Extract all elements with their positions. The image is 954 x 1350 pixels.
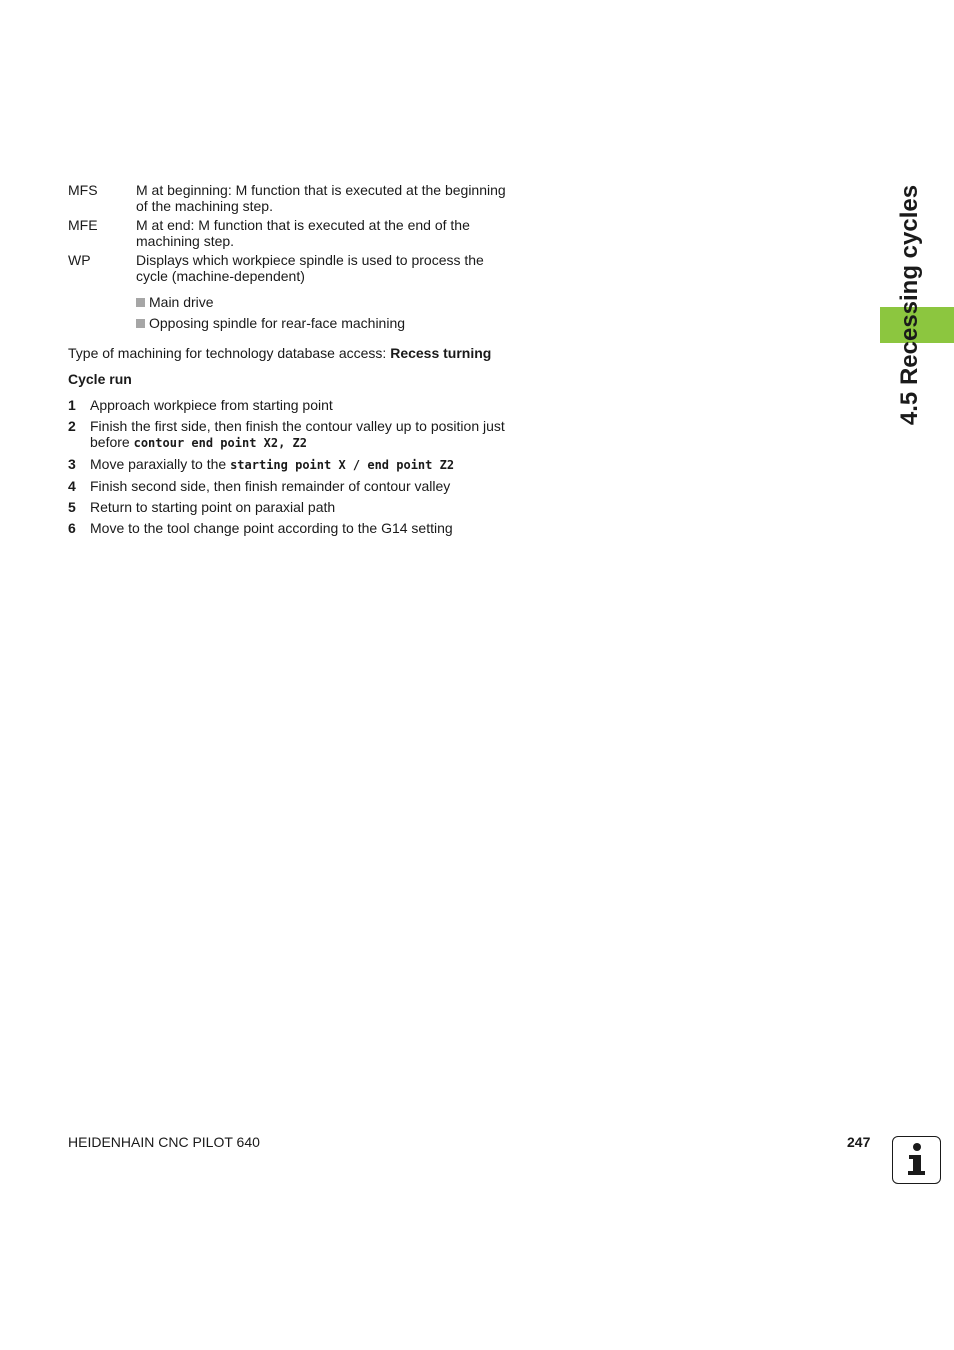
step-text [90,520,518,536]
info-icon [892,1136,941,1184]
technology-prefix: Type of machining for technology database access: [68,345,391,361]
step-number: 3 [68,456,76,472]
list-item [136,294,508,310]
param-code: MFE [68,217,98,233]
wp-option-list [68,294,508,331]
step-text [90,397,518,413]
step-code: starting point X / end point Z2 [230,458,455,472]
list-item [68,499,518,515]
list-item [68,520,518,536]
step-text [90,478,518,494]
step-number: 4 [68,478,76,494]
step-text-body: Return to starting point on paraxial path [90,499,336,515]
list-item [68,397,518,413]
footer-product: HEIDENHAIN CNC PILOT 640 [68,1134,260,1150]
step-text-body: Move to the tool change point according to the G14 setting [90,520,453,536]
page-number: 247 [847,1134,871,1150]
technology-value: Recess turning [390,345,492,361]
cycle-run-heading: Cycle run [68,371,132,387]
param-desc: M at beginning: M function that is executed at the beginning of the machining step. [136,182,506,214]
step-text-body: Move paraxially to the [90,456,231,472]
param-desc: M at end: M function that is executed at the end of the machining step. [136,217,470,249]
step-text-body: Finish second side, then finish remainder of contour valley [90,478,451,494]
list-item [68,418,518,451]
step-text [90,418,518,451]
step-code: contour end point X2, Z2 [133,436,307,450]
option-label: Opposing spindle for rear-face machining [149,315,406,331]
step-number: 2 [68,418,76,434]
step-number: 5 [68,499,76,515]
square-bullet-icon [136,319,145,328]
list-item [68,478,518,494]
step-text-body: Finish the first side, then finish the contour valley up to position just before [90,418,505,450]
param-code: WP [68,252,91,268]
param-desc: Displays which workpiece spindle is used to process the cycle (machine-dependent) [136,252,484,284]
parameter-list [68,182,508,336]
step-number: 1 [68,397,76,413]
technology-line [68,345,528,361]
step-text [90,456,518,473]
list-item [136,315,508,331]
list-item [68,456,518,473]
param-row-mfe [68,217,508,249]
param-row-wp [68,252,508,284]
cycle-run-steps [68,397,518,541]
step-text [90,499,518,515]
chapter-title: 4.5 Recessing cycles [896,184,923,426]
square-bullet-icon [136,298,145,307]
step-text-body: Approach workpiece from starting point [90,397,333,413]
param-code: MFS [68,182,98,198]
step-number: 6 [68,520,76,536]
info-icon-glyph [893,1137,939,1182]
param-row-mfs [68,182,508,214]
option-label: Main drive [149,294,214,310]
